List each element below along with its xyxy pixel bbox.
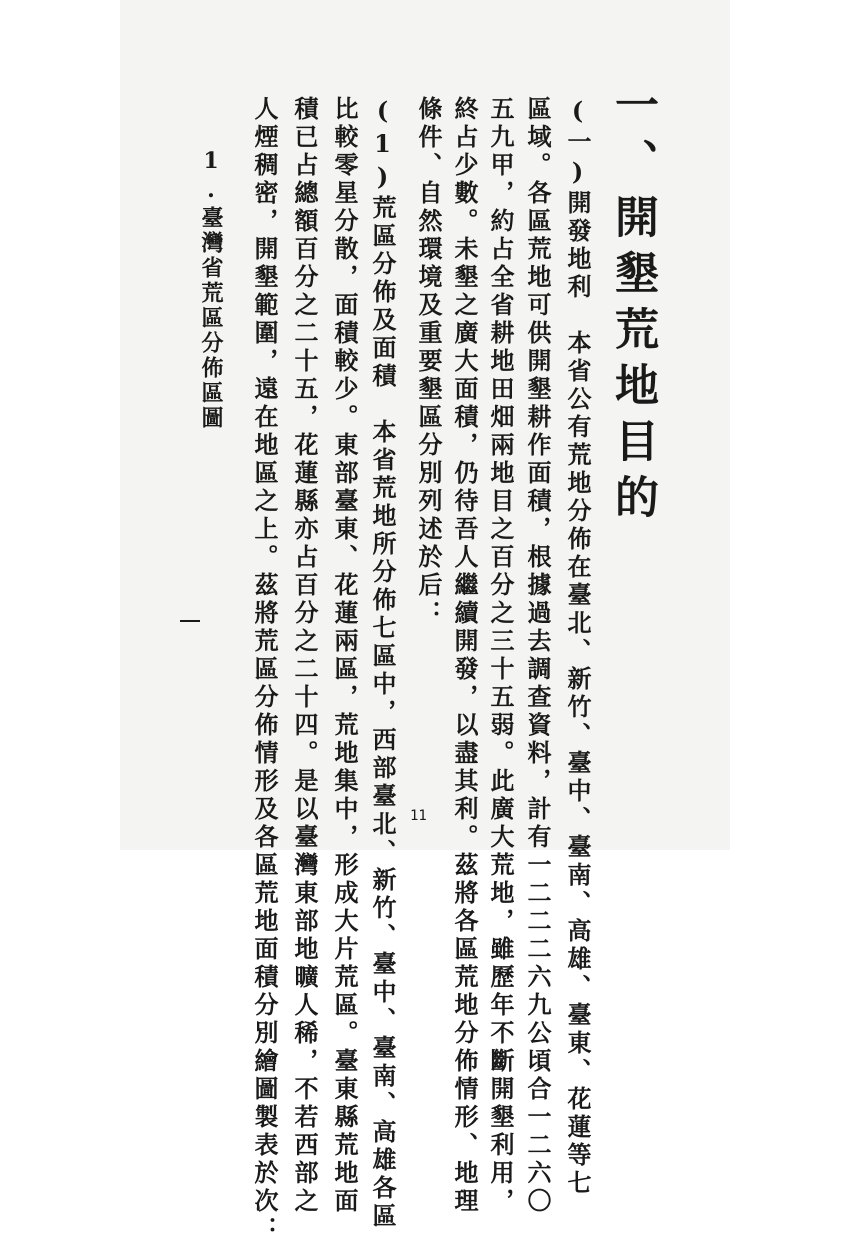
figure-subheading: 1.臺灣省荒區分佈區圖	[198, 148, 224, 431]
text-column-3: 五九甲，約占全省耕地田畑兩地目之百分之三十五弱。此廣大荒地，雖歷年不斷開墾利用，	[486, 96, 515, 1216]
page-number: 11	[410, 808, 427, 824]
text-column-4: 終占少數。未墾之廣大面積，仍待吾人繼續開發，以盡其利。茲將各區荒地分佈情形、地理	[450, 96, 479, 1216]
margin-mark	[180, 620, 200, 622]
text-column-8: 積已占總額百分之二十五，花蓮縣亦占百分之二十四。是以臺灣東部地曠人稀，不若西部之	[290, 96, 319, 1216]
text-column-7: 比較零星分散，面積較少。東部臺東、花蓮兩區，荒地集中，形成大片荒區。臺東縣荒地面	[330, 96, 359, 1216]
text-column-2: 區域。各區荒地可供開墾耕作面積，根據過去調查資料，計有一二二二六九公頃合一二六〇	[523, 96, 552, 1216]
text-column-9: 人煙稠密，開墾範圍，遠在地區之上。茲將荒區分佈情形及各區荒地面積分別繪圖製表於次：	[250, 96, 279, 1244]
document-page	[120, 0, 730, 1244]
text-column-1: (一)開發地利 本省公有荒地分佈在臺北、新竹、臺中、臺南、高雄、臺東、花蓮等七	[563, 96, 592, 1198]
section-title: 一、開墾荒地目的	[607, 82, 658, 530]
text-column-5: 條件、自然環境及重要墾區分別列述於后：	[414, 96, 443, 628]
text-column-6: (1)荒區分佈及面積 本省荒地所分佈七區中，西部臺北、新竹、臺中、臺南、高雄各區	[368, 96, 397, 1231]
